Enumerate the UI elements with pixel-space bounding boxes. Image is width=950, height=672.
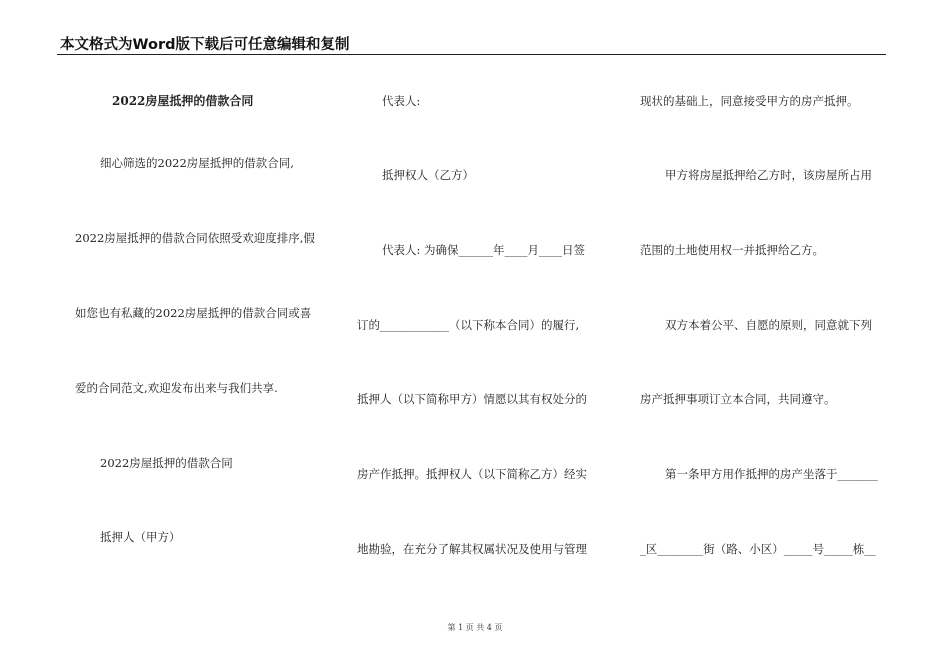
- paragraph-line: 双方本着公平、自愿的原则，同意就下列: [665, 318, 872, 332]
- paragraph-line: 第一条甲方用作抵押的房产坐落于_______: [665, 467, 878, 481]
- document-title: 2022房屋抵押的借款合同: [112, 94, 254, 108]
- section-heading: 2022房屋抵押的借款合同: [100, 456, 233, 470]
- paragraph-line: 地勘验，在充分了解其权属状况及使用与管理: [357, 542, 587, 556]
- paragraph-line: 细心筛选的2022房屋抵押的借款合同,: [100, 156, 294, 170]
- paragraph-line: 订的____________（以下称本合同）的履行,: [357, 318, 580, 332]
- text-column-3: [640, 0, 890, 600]
- paragraph-line: 抵押人（甲方）: [100, 530, 181, 544]
- paragraph-line: 抵押人（以下简称甲方）情愿以其有权处分的: [357, 392, 587, 406]
- paragraph-line: 代表人: 为确保______年____月____日签: [382, 243, 586, 257]
- paragraph-line: 现状的基础上，同意接受甲方的房产抵押。: [640, 94, 859, 108]
- paragraph-line: 房产抵押事项订立本合同，共同遵守。: [640, 392, 836, 406]
- text-column-2: [357, 0, 607, 600]
- paragraph-line: 2022房屋抵押的借款合同依照受欢迎度排序,假: [75, 231, 315, 245]
- paragraph-line: 代表人:: [382, 94, 421, 108]
- paragraph-line: 房产作抵押。抵押权人（以下简称乙方）经实: [357, 467, 587, 481]
- paragraph-line: 抵押权人（乙方）: [382, 168, 474, 182]
- header-title: 本文格式为Word版下载后可任意编辑和复制: [60, 37, 350, 53]
- paragraph-line: _区________街（路、小区）_____号_____栋__: [640, 542, 876, 556]
- text-column-1: [75, 0, 340, 600]
- paragraph-line: 甲方将房屋抵押给乙方时，该房屋所占用: [665, 168, 872, 182]
- page-number: 第 1 页 共 4 页: [447, 623, 503, 632]
- paragraph-line: 如您也有私藏的2022房屋抵押的借款合同或喜: [75, 306, 312, 320]
- paragraph-line: 范围的土地使用权一并抵押给乙方。: [640, 243, 824, 257]
- paragraph-line: 爱的合同范文,欢迎发布出来与我们共享.: [75, 381, 278, 395]
